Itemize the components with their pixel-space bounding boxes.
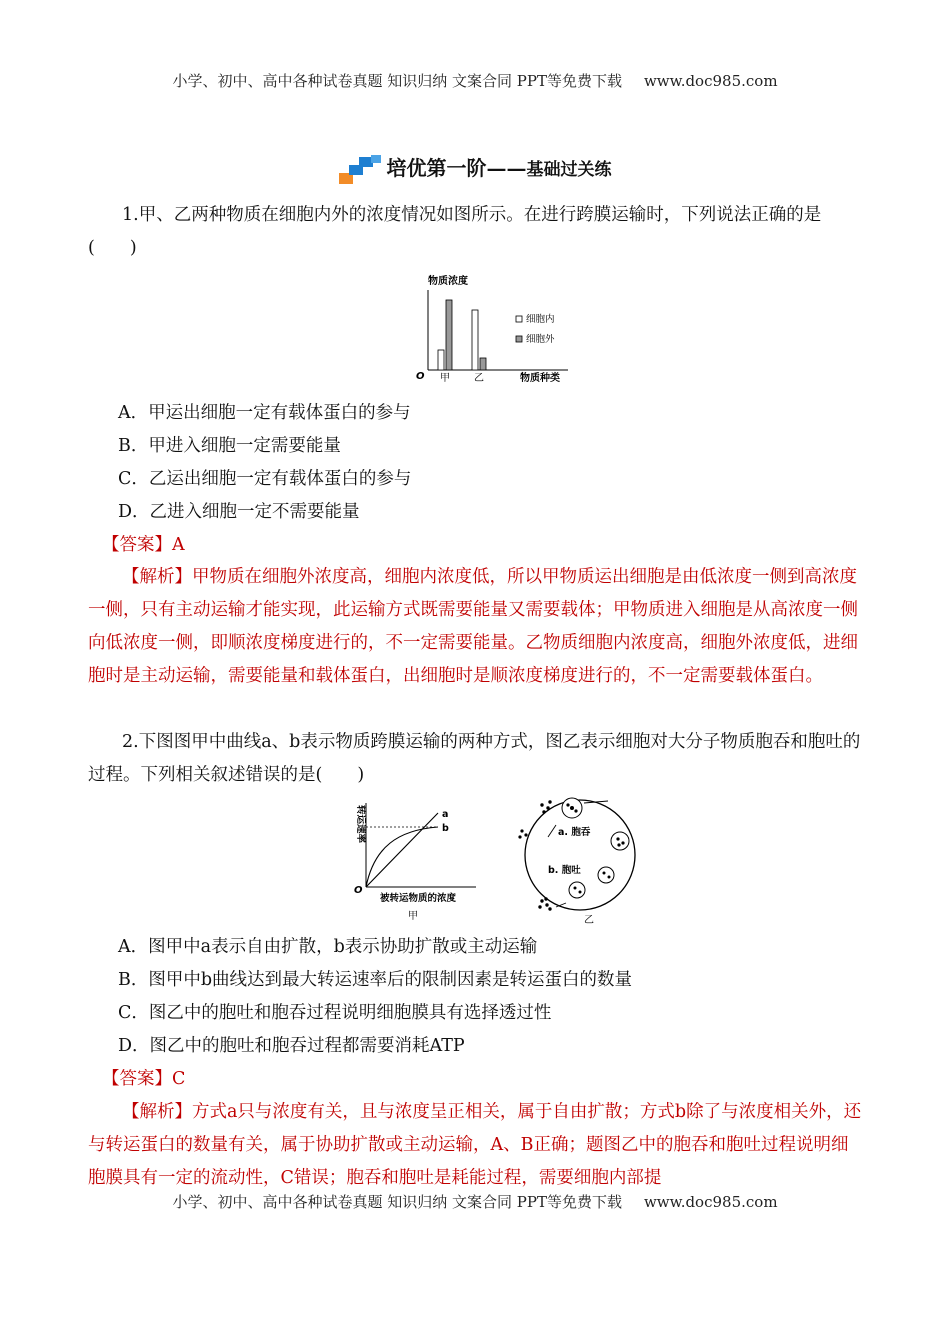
footer-site: www.doc985.com <box>643 1193 778 1211</box>
q1-option-d: D．乙进入细胞一定不需要能量 <box>118 502 360 522</box>
bar-1-1 <box>480 358 486 370</box>
figa-label-b: b <box>442 823 449 834</box>
q1-analysis: 【解析】甲物质在细胞外浓度高，细胞内浓度低，所以甲物质运出细胞是由低浓度一侧到高浓度一侧，只有主动运输才能实现，此运输方式既需要能量又需要载体；甲物质进入细胞是从高浓度一侧向低浓度一侧，即顺浓度梯度进行的，不一定需要能量。乙物质细胞内浓度高，细胞外浓度低，进细胞时是主动运输，需要能量和载体蛋白，出细胞时是顺浓度梯度进行的，不一定需要载体蛋白。 <box>88 567 858 686</box>
figa-ylabel: 转运速率 <box>355 805 366 844</box>
q1-option-a: A．甲运出细胞一定有载体蛋白的参与 <box>118 403 411 423</box>
q1-option-c: C．乙运出细胞一定有载体蛋白的参与 <box>118 469 412 489</box>
chart-xlabel: 物质种类 <box>520 373 560 384</box>
q2-option-d: D．图乙中的胞吐和胞吞过程都需要消耗ATP <box>118 1036 465 1056</box>
bar-0-1 <box>446 300 452 370</box>
footer-text: 小学、初中、高中各种试卷真题 知识归纳 文案合同 PPT等免费下载 <box>172 1193 622 1211</box>
legend-swatch-inside <box>516 316 522 322</box>
q2-figure-yi <box>510 793 650 928</box>
figb-vesicle-right <box>611 832 629 850</box>
page-header <box>0 70 950 91</box>
figb-particles-bottom <box>538 897 551 910</box>
bar-1-0 <box>472 310 478 370</box>
figa-curve-a <box>366 813 438 887</box>
title-main: 培优第一阶 <box>386 156 487 180</box>
legend-label-inside: 细胞内 <box>526 314 555 325</box>
chart-tick-cat-1: 乙 <box>474 373 484 384</box>
q2-analysis: 【解析】方式a只与浓度有关，且与浓度呈正相关，属于自由扩散；方式b除了与浓度相关外，还与转运蛋白的数量有关，属于协助扩散或主动运输，A、B正确；题图乙中的胞吞和胞吐过程说明细胞膜具有一定的流动性，C错误；胞吞和胞吐是耗能过程，需要细胞内部提 <box>88 1102 862 1188</box>
q1-stem: 1.甲、乙两种物质在细胞内外的浓度情况如图所示。在进行跨膜运输时，下列说法正确的是( ) <box>88 205 822 258</box>
q2-answer: 【答案】C <box>102 1069 186 1089</box>
chart-ylabel: 物质浓度 <box>428 276 468 287</box>
figa-label-a: a <box>442 809 449 820</box>
chart-origin: O <box>416 371 425 382</box>
figb-vesicle-inner <box>598 867 614 883</box>
figb-label-a: a. 胞吞 <box>558 827 591 838</box>
section-title <box>0 152 950 185</box>
figa-origin: O <box>354 885 363 896</box>
figb-label-b: b. 胞吐 <box>548 865 581 876</box>
bar-0-0 <box>438 350 444 370</box>
q2-option-b: B．图甲中b曲线达到最大转运速率后的限制因素是转运蛋白的数量 <box>118 970 633 990</box>
figb-particles-left <box>518 829 527 838</box>
q1-answer: 【答案】A <box>102 535 185 555</box>
q2-option-a: A．图甲中a表示自由扩散，b表示协助扩散或主动运输 <box>118 937 538 957</box>
chart-tick-cat-0: 甲 <box>440 373 450 384</box>
figa-caption: 甲 <box>408 911 418 922</box>
title-sub: 基础过关练 <box>526 160 612 180</box>
page-footer <box>0 1191 950 1212</box>
q1-option-b: B．甲进入细胞一定需要能量 <box>118 436 341 456</box>
title-dash: —— <box>486 156 527 180</box>
q2-option-c: C．图乙中的胞吐和胞吞过程说明细胞膜具有选择透过性 <box>118 1003 552 1023</box>
legend-swatch-outside <box>516 336 522 342</box>
legend-label-outside: 细胞外 <box>526 334 555 345</box>
q2-stem: 2.下图图甲中曲线a、b表示物质跨膜运输的两种方式，图乙表示细胞对大分子物质胞吞和胞吐的过程。下列相关叙述错误的是( ) <box>88 732 861 785</box>
figb-vesicle-bottom <box>569 882 585 898</box>
figb-caption: 乙 <box>584 915 594 926</box>
figa-xlabel: 被转运物质的浓度 <box>380 893 457 904</box>
q1-bar-chart <box>400 270 580 388</box>
figa-curve-b <box>366 827 438 887</box>
q2-figure-jia <box>338 795 488 925</box>
figb-arrow-in <box>548 825 556 837</box>
header-text: 小学、初中、高中各种试卷真题 知识归纳 文案合同 PPT等免费下载 <box>172 72 622 90</box>
stairs-logo-icon <box>339 155 381 185</box>
header-site: www.doc985.com <box>643 72 778 90</box>
